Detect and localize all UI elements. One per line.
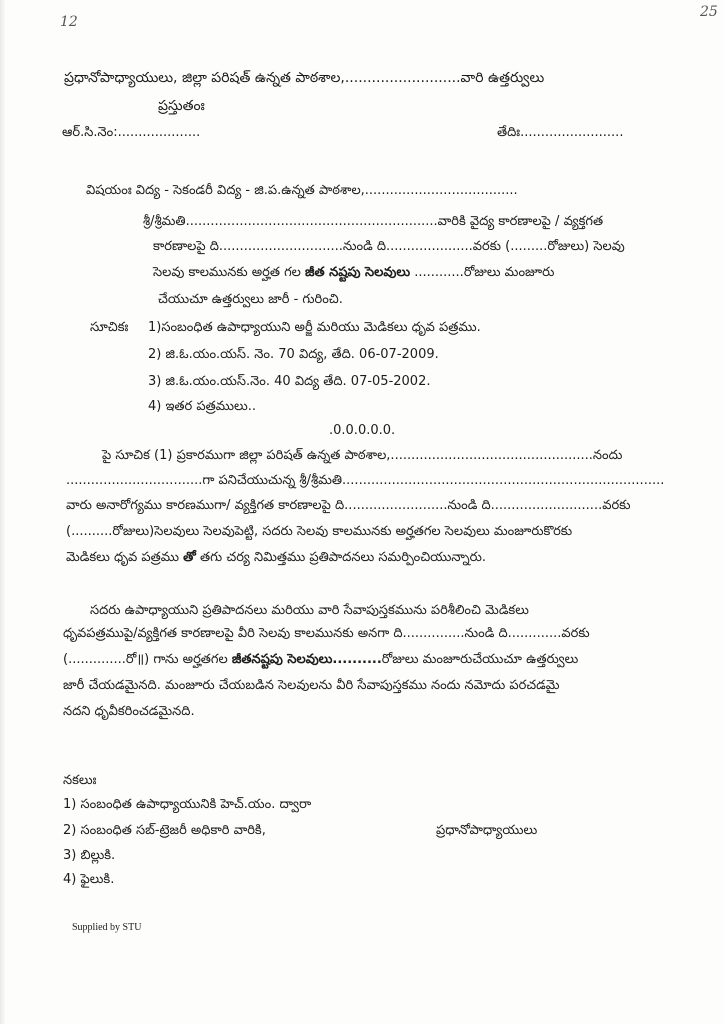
references-label: సూచికః [90,320,129,335]
para1-line-4: (..........రోజులు)సెలవులు సెలవుపెట్టి, సదరు సెలవు కాలమునకు అర్హతగల సెలవులు మంజూరుకొరకు [66,524,573,539]
corner-mark-right: 25 [700,4,718,20]
para2-line-3-part-a: (..............రో॥) గాను అర్హతగల [63,652,232,667]
reference-item-3: 3) జి.ఓ.యం.యస్.నెం. 40 విద్య తేది. 07-05-2002. [148,374,431,389]
para1-line-5-part-b: తో [183,550,196,565]
para1-line-2: .................................గా పనిచేయుచున్న శ్రీ/శ్రీమతి.............................................................................. [66,473,665,488]
subject-line-3: కారణాలపై ది..............................నుండి ది.....................వరకు (.........రోజులు) సెలవు [153,239,625,254]
para2-line-3 [63,652,578,668]
copy-item-2: 2) సంబంధిత సబ్-ట్రెజరీ అధికారి వారికి, [63,823,266,838]
separator: .0.0.0.0.0. [329,423,396,438]
footer-supplied-by: Supplied by STU [72,922,142,933]
reference-item-4: 4) ఇతర పత్రములు.. [148,399,256,414]
header-line-2: ప్రస్తుతంః [158,98,205,114]
para2-line-1: సదరు ఉపాధ్యాయుని ప్రతిపాదనలు మరియు వారి సేవాపుస్తకమును పరిశీలించి మెడికలు [90,603,529,618]
subject-line-1: విషయంః విద్య - సెకండరీ విద్య - జి.ప.ఉన్నత పాఠశాల,..................................... [86,183,518,198]
para2-line-4: జారీ చేయడమైనది. మంజూరు చేయబడిన సెలవులను వీరి సేవాపుస్తకము నందు నమోదు పరచడమై [63,678,560,693]
para2-line-5: నదని ధృవీకరించడమైనది. [63,704,195,719]
copy-item-3: 3) బిల్లుకి. [63,848,116,863]
rc-number: ఆర్.సి.నెం:.................... [62,125,201,140]
scan-edge [0,0,6,1024]
subject-line-2: శ్రీ/శ్రీమతి.............................................................వారికి వైద్య కారణాలపై / వ్యక్తగత [143,214,604,229]
para1-line-5 [66,550,486,566]
para2-leave-type: జీతనష్టపు సెలవులు.......... [231,652,382,667]
para1-line-5-part-c: తగు చర్య నిమిత్తము ప్రతిపాదనలు సమర్పించియున్నారు. [195,550,486,565]
para1-line-1: పై సూచిక (1) ప్రకారముగా జిల్లా పరిషత్ ఉన్నత పాఠశాల,.................................................నందు [102,448,623,463]
reference-item-1: 1)సంబంధిత ఉపాధ్యాయుని అర్జీ మరియు మెడికలు ధృవ పత్రము. [148,320,481,335]
para1-line-3: వారు అనారోగ్యము కారణముగా/ వ్యక్తిగత కారణాలపై ది.........................నుండి ది...........................వరకు [66,498,631,513]
subject-line-4-part-a: సెలవు కాలమునకు అర్హత గల [153,265,306,280]
subject-line-5: చేయుచూ ఉత్తర్వులు జారీ - గురించి. [158,292,343,307]
signature-title: ప్రధానోపాధ్యాయులు [436,823,538,838]
para1-line-5-part-a: మెడికలు ధృవ పత్రము [66,550,184,565]
corner-mark-left: 12 [60,14,78,30]
copies-label: నకలుః [63,773,97,788]
subject-line-4-part-c: ............రోజులు మంజూరు [410,265,555,280]
subject-leave-type: జీత నష్టపు సెలవులు [305,265,411,280]
copy-item-1: 1) సంబంధిత ఉపాధ్యాయునికి హెచ్.యం. ద్వారా [63,797,312,812]
para2-line-2: ధృవపత్రముపై/వ్యక్తిగత కారణాలపై వీరి సెలవు కాలమునకు అనగా ది...............నుండి ది.............వరకు [63,626,590,641]
header-date: తేదిః......................... [497,125,624,140]
para2-line-3-part-c: రోజులు మంజూరుచేయుచూ ఉత్తర్వులు [381,652,579,667]
header-line-1: ప్రధానోపాధ్యాయులు, జిల్లా పరిషత్ ఉన్నత పాఠశాల,..........................వారి ఉత్తర్వులు [64,70,545,86]
reference-item-2: 2) జి.ఓ.యం.యస్. నెం. 70 విద్య, తేది. 06-07-2009. [148,347,439,362]
copy-item-4: 4) ఫైలుకి. [63,872,115,887]
subject-line-4 [153,265,554,281]
